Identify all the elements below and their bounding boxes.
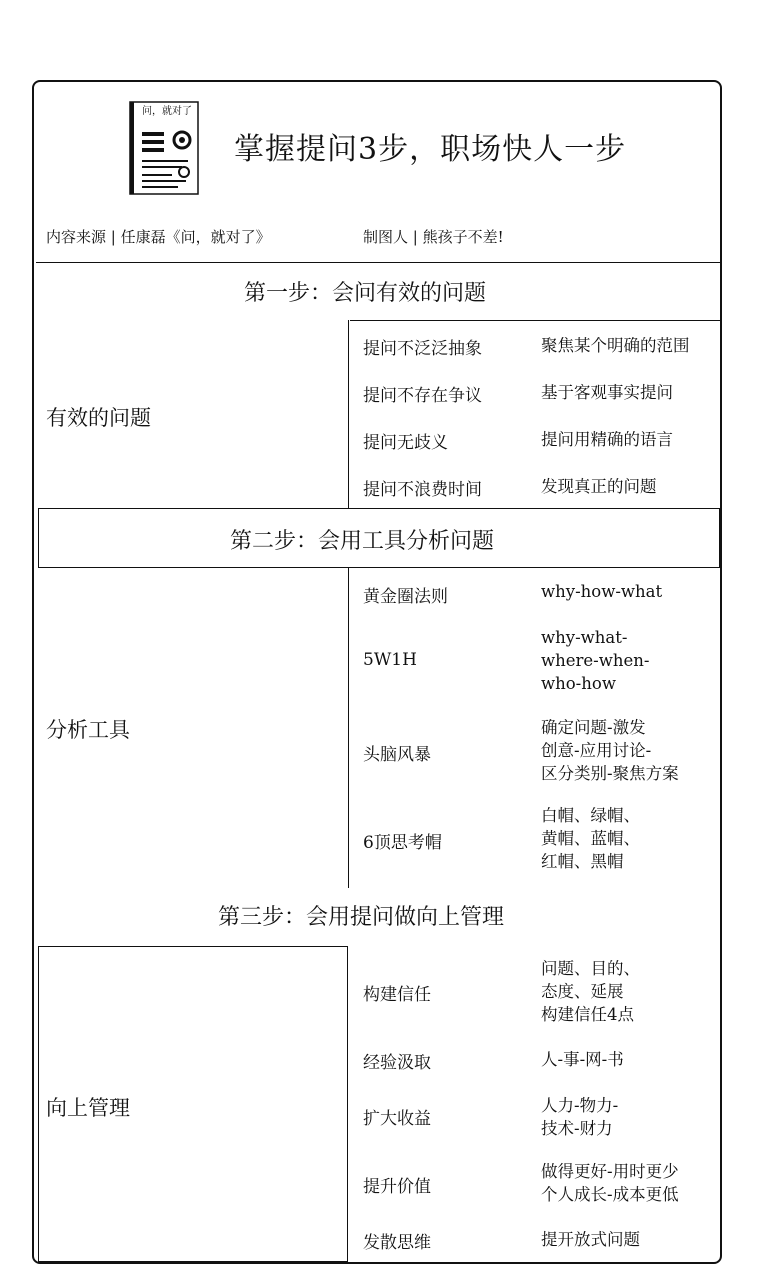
step-2-detail: 确定问题-激发 创意-应用讨论- 区分类别-聚焦方案 bbox=[541, 718, 679, 783]
step-3-item: 提升价值 bbox=[363, 1177, 431, 1197]
step-1-detail: 发现真正的问题 bbox=[541, 477, 657, 496]
step-3-item: 经验汲取 bbox=[363, 1053, 431, 1073]
chart-author: 制图人 | 熊孩子不差! bbox=[363, 228, 504, 246]
book-cover-icon bbox=[128, 100, 200, 196]
step-1-item: 提问不泛泛抽象 bbox=[363, 339, 482, 359]
step-2-item: 头脑风暴 bbox=[363, 745, 431, 765]
step-3-item: 发散思维 bbox=[363, 1233, 431, 1253]
step-2-detail: why-how-what bbox=[541, 582, 663, 601]
step-3-item: 构建信任 bbox=[363, 985, 431, 1005]
step-1-category: 有效的问题 bbox=[46, 406, 151, 430]
step-3-item: 扩大收益 bbox=[363, 1109, 431, 1129]
step-3-detail: 人-事-网-书 bbox=[541, 1050, 624, 1069]
step-1-item: 提问无歧义 bbox=[363, 433, 448, 453]
step-3-detail: 人力-物力- 技术-财力 bbox=[541, 1096, 619, 1138]
content-source: 内容来源 | 任康磊《问，就对了》 bbox=[46, 228, 271, 246]
step-2-detail: why-what- where-when- who-how bbox=[541, 628, 650, 693]
step-2-detail: 白帽、绿帽、 黄帽、蓝帽、 红帽、黑帽 bbox=[541, 806, 640, 871]
step-1-title: 第一步：会问有效的问题 bbox=[244, 281, 487, 306]
step-1-detail: 基于客观事实提问 bbox=[541, 383, 673, 402]
book-cover-text: 问，就对了 bbox=[142, 106, 192, 117]
step-2-category: 分析工具 bbox=[46, 718, 130, 742]
step-2-item: 6顶思考帽 bbox=[363, 833, 442, 853]
step-1-item: 提问不浪费时间 bbox=[363, 480, 482, 500]
page-title: 掌握提问3步，职场快人一步 bbox=[234, 132, 627, 167]
step-3-detail: 问题、目的、 态度、延展 构建信任4点 bbox=[541, 959, 640, 1024]
step-3-title: 第三步：会用提问做向上管理 bbox=[218, 905, 505, 930]
step-3-detail: 提开放式问题 bbox=[541, 1230, 640, 1249]
step-3-category: 向上管理 bbox=[46, 1096, 130, 1120]
step-1-item: 提问不存在争议 bbox=[363, 386, 482, 406]
step-1-detail: 提问用精确的语言 bbox=[541, 430, 673, 449]
step-2-item: 黄金圈法则 bbox=[363, 587, 448, 607]
step-2-item: 5W1H bbox=[363, 650, 417, 670]
step-3-detail: 做得更好-用时更少 个人成长-成本更低 bbox=[541, 1162, 679, 1204]
step-2-title: 第二步：会用工具分析问题 bbox=[230, 529, 495, 554]
step-1-detail: 聚焦某个明确的范围 bbox=[541, 336, 690, 355]
